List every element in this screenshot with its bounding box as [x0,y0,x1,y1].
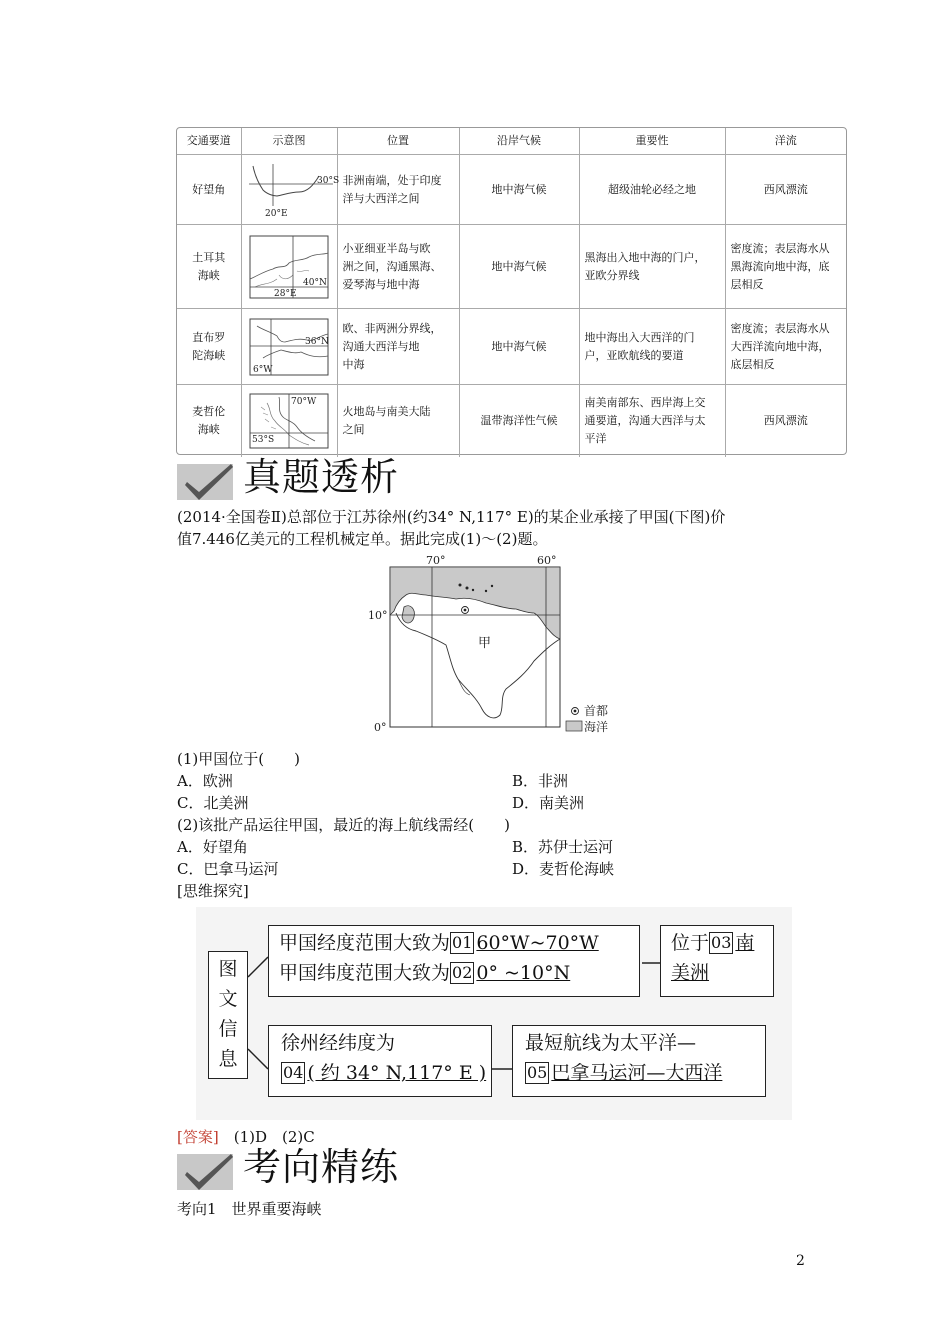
table-row [177,225,846,309]
current-cell: 密度流；表层海水从 黑海流向地中海，底 层相反 [725,225,846,309]
map-label: 70°W [291,396,317,407]
table-row [177,309,846,385]
q2-stem: (2)该批产品运往甲国，最近的海上航线需经( ) [177,816,510,834]
table-row [177,385,846,457]
importance-cell: 黑海出入地中海的门户， 亚欧分界线 [579,225,725,309]
section-header-zhenti [177,455,477,502]
position-cell: 火地岛与南美大陆 之间 [337,385,459,457]
section-title: 真题透析 [243,455,400,499]
diagram-box-latlon: 甲国经度范围大致为 01 60°W~70°W 甲国纬度范围大致为 02 0° ~10°N [268,925,640,997]
question-intro-line1: (2014·全国卷Ⅱ)总部位于江苏徐州(约34° N,117° E)的某企业承接了甲国(下图)价 [177,508,726,526]
map-label: 28°E [274,288,297,299]
answer-text: (1)D (2)C [233,1128,315,1146]
header-cell: 沿岸气候 [459,128,579,155]
strait-name: 土耳其 海峡 [177,225,241,309]
q2-option-a: A．好望角 [177,838,248,856]
position-cell: 非洲南端，处于印度 洋与大西洋之间 [337,155,459,225]
lon-label: 60° [537,554,557,567]
current-cell: 西风漂流 [725,385,846,457]
map-label: 40°N [303,277,327,288]
position-cell: 小亚细亚半岛与欧 洲之间，沟通黑海、 爱琴海与地中海 [337,225,459,309]
importance-cell: 地中海出入大西洋的门 户，亚欧航线的要道 [579,309,725,385]
thinking-diagram [196,907,792,1120]
diagram-side-label: 图 文 信 息 [208,951,248,1079]
strait-thumbnail-map [241,385,337,457]
header-cell: 重要性 [579,128,725,155]
table-header-row [177,128,846,155]
straits-table [176,127,847,455]
turkish-straits-map [249,235,329,299]
q1-option-b: B．非洲 [512,772,569,790]
strait-name: 直布罗 陀海峡 [177,309,241,385]
legend-capital: 首都 [584,704,609,718]
importance-cell: 超级油轮必经之地 [579,155,725,225]
current-cell: 西风漂流 [725,155,846,225]
q1-stem: (1)甲国位于( ) [177,750,300,768]
ocean-legend-swatch [566,721,582,731]
answer-tag: [答案] [177,1128,219,1146]
legend-ocean: 海洋 [584,720,609,734]
header-cell: 交通要道 [177,128,241,155]
q1-option-c: C．北美洲 [177,794,249,812]
position-cell: 欧、非两洲分界线， 沟通大西洋与地 中海 [337,309,459,385]
diagram-box-location: 位于 03 南 美洲 [660,925,774,997]
lon-label: 70° [426,554,446,567]
section-title: 考向精练 [243,1145,400,1189]
strait-thumbnail-map [241,155,337,225]
q2-option-c: C．巴拿马运河 [177,860,279,878]
strait-name: 好望角 [177,155,241,225]
map-label: 30°S [316,175,339,186]
header-cell: 示意图 [241,128,337,155]
q1-option-d: D．南美洲 [512,794,585,812]
q1-option-a: A．欧洲 [177,772,233,790]
magellan-map [249,393,329,449]
lat-label: 10° [368,609,388,622]
thinking-label: [思维探究] [177,882,249,900]
map-label: 6°W [253,364,273,375]
table-row [177,155,846,225]
importance-cell: 南美南部东、西岸海上交 通要道，沟通大西洋与太 平洋 [579,385,725,457]
diagram-box-route: 最短航线为太平洋— 05 巴拿马运河—大西洋 [512,1025,766,1097]
checkmark-icon [181,1148,237,1192]
gibraltar-map [249,318,329,376]
strait-thumbnail-map [241,225,337,309]
climate-cell: 地中海气候 [459,309,579,385]
climate-cell: 温带海洋性气候 [459,385,579,457]
checkmark-icon [181,458,237,502]
lat-label: 0° [374,721,387,734]
country-map [366,553,622,739]
header-cell: 洋流 [725,128,846,155]
cape-of-good-hope-map [247,162,339,219]
page-number: 2 [796,1253,805,1269]
climate-cell: 地中海气候 [459,225,579,309]
strait-thumbnail-map [241,309,337,385]
country-label: 甲 [478,636,492,651]
map-label: 53°S [252,434,275,445]
q2-option-b: B．苏伊士运河 [512,838,614,856]
current-cell: 密度流；表层海水从 大西洋流向地中海， 底层相反 [725,309,846,385]
q2-option-d: D．麦哲伦海峡 [512,860,615,878]
map-label: 20°E [264,208,288,219]
climate-cell: 地中海气候 [459,155,579,225]
strait-name: 麦哲伦 海峡 [177,385,241,457]
subsection-title: 考向1 世界重要海峡 [177,1200,322,1218]
question-intro-line2: 值7.446亿美元的工程机械定单。据此完成(1)～(2)题。 [177,530,548,548]
header-cell: 位置 [337,128,459,155]
diagram-box-xuzhou: 徐州经纬度为 04 ( 约 34° N,117° E ) [268,1025,492,1097]
map-label: 36°N [305,336,329,347]
section-header-kaoxiang [177,1145,477,1192]
